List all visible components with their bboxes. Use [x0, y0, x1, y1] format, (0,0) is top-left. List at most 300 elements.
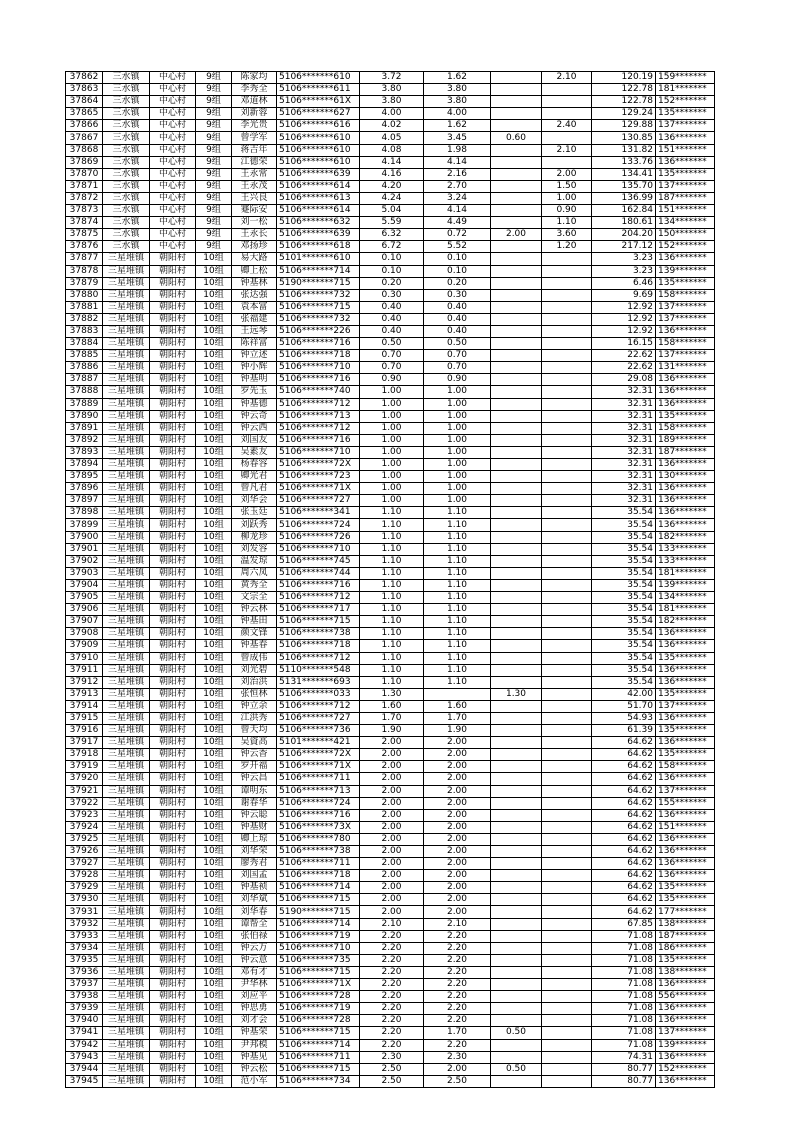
cell-area-a: 4.14 — [424, 156, 491, 168]
cell-village: 中心村 — [150, 84, 196, 96]
cell-row-index: 37902 — [66, 555, 103, 567]
cell-area-a: 2.20 — [424, 966, 491, 978]
table-row — [66, 374, 715, 386]
cell-area-b — [491, 797, 542, 809]
cell-town: 三星堆镇 — [103, 749, 150, 761]
cell-area-c — [542, 325, 592, 337]
cell-town: 三星堆镇 — [103, 640, 150, 652]
table-row — [66, 1039, 715, 1051]
table-row — [66, 821, 715, 833]
cell-town: 三星堆镇 — [103, 979, 150, 991]
cell-row-index: 37936 — [66, 966, 103, 978]
cell-row-index: 37930 — [66, 894, 103, 906]
cell-area-b: 1.30 — [491, 688, 542, 700]
cell-amount: 32.31 — [592, 495, 656, 507]
cell-name: 柳龙珍 — [232, 531, 277, 543]
cell-area-a: 1.10 — [424, 555, 491, 567]
cell-village: 朝阳村 — [150, 628, 196, 640]
cell-id-number: 5106*******710 — [277, 362, 360, 374]
cell-area-c — [542, 773, 592, 785]
cell-total-area: 0.70 — [360, 350, 424, 362]
cell-id-number: 5106*******61X — [277, 96, 360, 108]
cell-group: 10组 — [196, 555, 232, 567]
cell-group: 9组 — [196, 229, 232, 241]
cell-phone: 556******* — [656, 991, 715, 1003]
cell-village: 朝阳村 — [150, 471, 196, 483]
cell-phone: 135******* — [656, 749, 715, 761]
cell-id-number: 5106*******724 — [277, 519, 360, 531]
cell-group: 9组 — [196, 84, 232, 96]
cell-total-area: 0.30 — [360, 289, 424, 301]
cell-id-number: 5106*******710 — [277, 543, 360, 555]
cell-area-a: 1.10 — [424, 628, 491, 640]
cell-area-b — [491, 144, 542, 156]
cell-area-c — [542, 846, 592, 858]
cell-id-number: 5106*******716 — [277, 579, 360, 591]
cell-area-b — [491, 446, 542, 458]
cell-id-number: 5106*******738 — [277, 846, 360, 858]
table-row — [66, 749, 715, 761]
cell-area-b — [491, 870, 542, 882]
cell-total-area: 2.00 — [360, 773, 424, 785]
cell-town: 三星堆镇 — [103, 1027, 150, 1039]
cell-town: 三水镇 — [103, 205, 150, 217]
table-row — [66, 132, 715, 144]
cell-amount: 71.08 — [592, 1027, 656, 1039]
cell-name: 蒋吉年 — [232, 144, 277, 156]
table-row — [66, 277, 715, 289]
cell-area-b — [491, 192, 542, 204]
table-row — [66, 1075, 715, 1087]
cell-village: 中心村 — [150, 205, 196, 217]
cell-village: 朝阳村 — [150, 833, 196, 845]
cell-total-area: 4.14 — [360, 156, 424, 168]
cell-id-number: 5106*******71X — [277, 483, 360, 495]
cell-village: 朝阳村 — [150, 604, 196, 616]
cell-id-number: 5106*******726 — [277, 531, 360, 543]
table-row — [66, 434, 715, 446]
cell-area-a: 1.00 — [424, 410, 491, 422]
cell-town: 三星堆镇 — [103, 966, 150, 978]
cell-town: 三星堆镇 — [103, 253, 150, 265]
cell-area-c — [542, 459, 592, 471]
cell-area-a: 3.80 — [424, 96, 491, 108]
cell-amount: 12.92 — [592, 301, 656, 313]
cell-name: 钟立述 — [232, 350, 277, 362]
cell-group: 9组 — [196, 180, 232, 192]
cell-amount: 64.62 — [592, 737, 656, 749]
cell-group: 10组 — [196, 858, 232, 870]
cell-row-index: 37871 — [66, 180, 103, 192]
cell-total-area: 2.00 — [360, 846, 424, 858]
cell-row-index: 37883 — [66, 325, 103, 337]
table-row — [66, 688, 715, 700]
cell-area-a: 0.70 — [424, 362, 491, 374]
cell-name: 张福建 — [232, 313, 277, 325]
cell-phone: 151******* — [656, 144, 715, 156]
cell-group: 10组 — [196, 362, 232, 374]
cell-id-number: 5106*******71X — [277, 761, 360, 773]
cell-total-area: 1.10 — [360, 676, 424, 688]
cell-area-a: 2.20 — [424, 979, 491, 991]
cell-group: 10组 — [196, 471, 232, 483]
cell-total-area: 1.10 — [360, 604, 424, 616]
cell-area-b — [491, 531, 542, 543]
cell-area-b — [491, 882, 542, 894]
cell-area-a: 3.80 — [424, 84, 491, 96]
cell-name: 钟基见 — [232, 1051, 277, 1063]
cell-group: 10组 — [196, 567, 232, 579]
cell-total-area: 2.50 — [360, 1063, 424, 1075]
cell-id-number: 5190*******715 — [277, 277, 360, 289]
cell-row-index: 37935 — [66, 954, 103, 966]
cell-group: 10组 — [196, 797, 232, 809]
cell-village: 朝阳村 — [150, 809, 196, 821]
cell-id-number: 5106*******611 — [277, 84, 360, 96]
cell-area-c — [542, 652, 592, 664]
table-row — [66, 84, 715, 96]
cell-total-area: 2.00 — [360, 809, 424, 821]
cell-name: 刘国友 — [232, 434, 277, 446]
cell-id-number: 5106*******735 — [277, 954, 360, 966]
cell-town: 三星堆镇 — [103, 338, 150, 350]
cell-area-b — [491, 846, 542, 858]
cell-area-c: 2.00 — [542, 168, 592, 180]
cell-town: 三水镇 — [103, 180, 150, 192]
cell-phone: 187******* — [656, 930, 715, 942]
cell-id-number: 5106*******744 — [277, 567, 360, 579]
cell-group: 10组 — [196, 1063, 232, 1075]
cell-area-a: 0.40 — [424, 301, 491, 313]
cell-name: 吴資高 — [232, 737, 277, 749]
cell-name: 温发琼 — [232, 555, 277, 567]
cell-phone: 136******* — [656, 846, 715, 858]
cell-group: 10组 — [196, 1003, 232, 1015]
cell-group: 10组 — [196, 991, 232, 1003]
cell-area-b — [491, 567, 542, 579]
cell-area-a: 1.70 — [424, 712, 491, 724]
cell-amount: 64.62 — [592, 858, 656, 870]
cell-total-area: 4.02 — [360, 120, 424, 132]
cell-id-number: 5106*******724 — [277, 797, 360, 809]
cell-area-c — [542, 858, 592, 870]
cell-row-index: 37897 — [66, 495, 103, 507]
cell-amount: 16.15 — [592, 338, 656, 350]
cell-village: 朝阳村 — [150, 906, 196, 918]
cell-village: 朝阳村 — [150, 592, 196, 604]
cell-total-area: 4.24 — [360, 192, 424, 204]
cell-area-a: 2.20 — [424, 942, 491, 954]
cell-total-area: 2.20 — [360, 1027, 424, 1039]
cell-id-number: 5106*******732 — [277, 313, 360, 325]
cell-area-c — [542, 507, 592, 519]
cell-area-c — [542, 592, 592, 604]
cell-amount: 71.08 — [592, 979, 656, 991]
cell-amount: 12.92 — [592, 313, 656, 325]
cell-id-number: 5106*******710 — [277, 446, 360, 458]
cell-area-b — [491, 906, 542, 918]
table-row — [66, 894, 715, 906]
cell-row-index: 37877 — [66, 253, 103, 265]
cell-amount: 64.62 — [592, 821, 656, 833]
cell-area-a: 3.45 — [424, 132, 491, 144]
cell-phone: 152******* — [656, 1063, 715, 1075]
cell-group: 10组 — [196, 604, 232, 616]
cell-area-c — [542, 725, 592, 737]
cell-town: 三星堆镇 — [103, 531, 150, 543]
cell-id-number: 5110*******548 — [277, 664, 360, 676]
cell-area-c — [542, 289, 592, 301]
cell-amount: 35.54 — [592, 507, 656, 519]
cell-area-c: 1.00 — [542, 192, 592, 204]
cell-total-area: 0.10 — [360, 265, 424, 277]
cell-area-b — [491, 894, 542, 906]
cell-total-area: 1.10 — [360, 592, 424, 604]
cell-area-a: 2.00 — [424, 894, 491, 906]
cell-area-a: 2.20 — [424, 930, 491, 942]
cell-group: 10组 — [196, 495, 232, 507]
table-row — [66, 761, 715, 773]
cell-village: 朝阳村 — [150, 930, 196, 942]
cell-row-index: 37888 — [66, 386, 103, 398]
cell-area-a: 2.00 — [424, 906, 491, 918]
cell-phone: 136******* — [656, 712, 715, 724]
cell-id-number: 5106*******639 — [277, 229, 360, 241]
cell-name: 廖秀君 — [232, 858, 277, 870]
cell-group: 10组 — [196, 773, 232, 785]
cell-row-index: 37870 — [66, 168, 103, 180]
cell-amount: 32.31 — [592, 422, 656, 434]
cell-name: 尹邦模 — [232, 1039, 277, 1051]
cell-amount: 64.62 — [592, 773, 656, 785]
cell-town: 三星堆镇 — [103, 592, 150, 604]
cell-amount: 29.08 — [592, 374, 656, 386]
cell-amount: 64.62 — [592, 749, 656, 761]
cell-group: 10组 — [196, 446, 232, 458]
table-row — [66, 459, 715, 471]
cell-town: 三星堆镇 — [103, 604, 150, 616]
cell-area-a: 3.24 — [424, 192, 491, 204]
cell-area-b — [491, 180, 542, 192]
cell-row-index: 37881 — [66, 301, 103, 313]
cell-total-area: 1.90 — [360, 725, 424, 737]
cell-village: 朝阳村 — [150, 858, 196, 870]
cell-total-area: 3.72 — [360, 72, 424, 84]
cell-group: 10组 — [196, 930, 232, 942]
cell-village: 朝阳村 — [150, 567, 196, 579]
cell-id-number: 5106*******734 — [277, 1075, 360, 1087]
cell-name: 谭帮全 — [232, 918, 277, 930]
cell-area-c — [542, 495, 592, 507]
cell-town: 三星堆镇 — [103, 374, 150, 386]
cell-total-area: 2.20 — [360, 991, 424, 1003]
cell-name: 刘国孟 — [232, 870, 277, 882]
cell-phone: 137******* — [656, 350, 715, 362]
cell-id-number: 5101*******610 — [277, 253, 360, 265]
cell-area-b: 0.50 — [491, 1027, 542, 1039]
cell-id-number: 5106*******610 — [277, 72, 360, 84]
cell-amount: 35.54 — [592, 604, 656, 616]
cell-amount: 22.62 — [592, 362, 656, 374]
table-row — [66, 858, 715, 870]
cell-area-c — [542, 628, 592, 640]
cell-amount: 3.23 — [592, 265, 656, 277]
cell-area-c — [542, 785, 592, 797]
cell-area-c — [542, 894, 592, 906]
cell-group: 9组 — [196, 156, 232, 168]
cell-area-c — [542, 761, 592, 773]
cell-total-area: 0.40 — [360, 301, 424, 313]
cell-total-area: 2.20 — [360, 930, 424, 942]
cell-area-c — [542, 918, 592, 930]
cell-name: 刘新蓉 — [232, 108, 277, 120]
cell-row-index: 37866 — [66, 120, 103, 132]
cell-amount: 71.08 — [592, 1015, 656, 1027]
cell-village: 朝阳村 — [150, 301, 196, 313]
cell-id-number: 5106*******613 — [277, 192, 360, 204]
cell-area-b — [491, 954, 542, 966]
cell-area-a: 1.10 — [424, 579, 491, 591]
cell-amount: 74.31 — [592, 1051, 656, 1063]
cell-area-a: 0.20 — [424, 277, 491, 289]
cell-area-b — [491, 108, 542, 120]
cell-total-area: 1.00 — [360, 459, 424, 471]
table-body — [66, 72, 715, 1088]
cell-id-number: 5106*******723 — [277, 471, 360, 483]
cell-row-index: 37892 — [66, 434, 103, 446]
cell-row-index: 37878 — [66, 265, 103, 277]
cell-area-c — [542, 108, 592, 120]
cell-amount: 64.62 — [592, 846, 656, 858]
cell-town: 三星堆镇 — [103, 809, 150, 821]
table-row — [66, 1027, 715, 1039]
cell-village: 朝阳村 — [150, 1039, 196, 1051]
cell-total-area: 2.20 — [360, 942, 424, 954]
table-row — [66, 797, 715, 809]
cell-group: 10组 — [196, 277, 232, 289]
cell-id-number: 5190*******715 — [277, 906, 360, 918]
cell-id-number: 5106*******717 — [277, 604, 360, 616]
cell-group: 9组 — [196, 217, 232, 229]
cell-village: 朝阳村 — [150, 555, 196, 567]
cell-area-c — [542, 446, 592, 458]
cell-area-c — [542, 930, 592, 942]
cell-id-number: 5106*******610 — [277, 132, 360, 144]
cell-row-index: 37880 — [66, 289, 103, 301]
cell-group: 10组 — [196, 664, 232, 676]
cell-area-a: 2.00 — [424, 809, 491, 821]
cell-area-c — [542, 1027, 592, 1039]
cell-phone: 186******* — [656, 942, 715, 954]
cell-name: 钟基祯 — [232, 882, 277, 894]
cell-name: 卿上琼 — [232, 833, 277, 845]
cell-row-index: 37887 — [66, 374, 103, 386]
cell-area-a: 0.40 — [424, 325, 491, 337]
cell-phone: 136******* — [656, 132, 715, 144]
cell-id-number: 5106*******226 — [277, 325, 360, 337]
cell-town: 三水镇 — [103, 72, 150, 84]
cell-name: 王永长 — [232, 229, 277, 241]
cell-town: 三星堆镇 — [103, 870, 150, 882]
cell-id-number: 5106*******712 — [277, 398, 360, 410]
cell-amount: 80.77 — [592, 1063, 656, 1075]
cell-area-a: 4.00 — [424, 108, 491, 120]
cell-amount: 35.54 — [592, 664, 656, 676]
cell-id-number: 5106*******736 — [277, 725, 360, 737]
cell-area-c — [542, 966, 592, 978]
cell-village: 朝阳村 — [150, 277, 196, 289]
cell-name: 钟云奇 — [232, 410, 277, 422]
cell-name: 罗开福 — [232, 761, 277, 773]
cell-area-b — [491, 1003, 542, 1015]
cell-area-c: 2.10 — [542, 72, 592, 84]
cell-village: 朝阳村 — [150, 507, 196, 519]
cell-amount: 32.31 — [592, 446, 656, 458]
table-row — [66, 289, 715, 301]
cell-area-a: 2.00 — [424, 833, 491, 845]
cell-area-c — [542, 749, 592, 761]
cell-village: 中心村 — [150, 229, 196, 241]
cell-amount: 120.19 — [592, 72, 656, 84]
table-row — [66, 846, 715, 858]
cell-area-c — [542, 1051, 592, 1063]
cell-area-a: 1.00 — [424, 386, 491, 398]
cell-row-index: 37905 — [66, 592, 103, 604]
cell-town: 三星堆镇 — [103, 858, 150, 870]
data-table — [65, 71, 715, 1088]
cell-area-a: 1.10 — [424, 604, 491, 616]
cell-row-index: 37937 — [66, 979, 103, 991]
cell-group: 10组 — [196, 725, 232, 737]
cell-id-number: 5106*******614 — [277, 180, 360, 192]
cell-town: 三水镇 — [103, 156, 150, 168]
cell-id-number: 5106*******632 — [277, 217, 360, 229]
cell-amount: 64.62 — [592, 797, 656, 809]
cell-area-b — [491, 809, 542, 821]
cell-amount: 32.31 — [592, 386, 656, 398]
cell-row-index: 37864 — [66, 96, 103, 108]
cell-town: 三星堆镇 — [103, 543, 150, 555]
cell-phone: 134******* — [656, 217, 715, 229]
cell-name: 江洪秀 — [232, 712, 277, 724]
table-row — [66, 664, 715, 676]
cell-name: 钟基荣 — [232, 1027, 277, 1039]
cell-town: 三星堆镇 — [103, 737, 150, 749]
cell-amount: 64.62 — [592, 906, 656, 918]
cell-town: 三星堆镇 — [103, 265, 150, 277]
cell-area-b — [491, 737, 542, 749]
cell-group: 10组 — [196, 882, 232, 894]
cell-village: 朝阳村 — [150, 422, 196, 434]
cell-id-number: 5106*******738 — [277, 628, 360, 640]
table-row — [66, 579, 715, 591]
cell-village: 朝阳村 — [150, 1015, 196, 1027]
cell-name: 刘才会 — [232, 1015, 277, 1027]
cell-area-c — [542, 410, 592, 422]
cell-total-area: 0.50 — [360, 338, 424, 350]
cell-group: 9组 — [196, 241, 232, 253]
table-row — [66, 180, 715, 192]
cell-row-index: 37907 — [66, 616, 103, 628]
cell-town: 三星堆镇 — [103, 313, 150, 325]
cell-town: 三水镇 — [103, 241, 150, 253]
cell-name: 钟基德 — [232, 398, 277, 410]
cell-area-b — [491, 289, 542, 301]
cell-row-index: 37927 — [66, 858, 103, 870]
cell-name: 吴素友 — [232, 446, 277, 458]
cell-phone: 158******* — [656, 422, 715, 434]
cell-row-index: 37929 — [66, 882, 103, 894]
